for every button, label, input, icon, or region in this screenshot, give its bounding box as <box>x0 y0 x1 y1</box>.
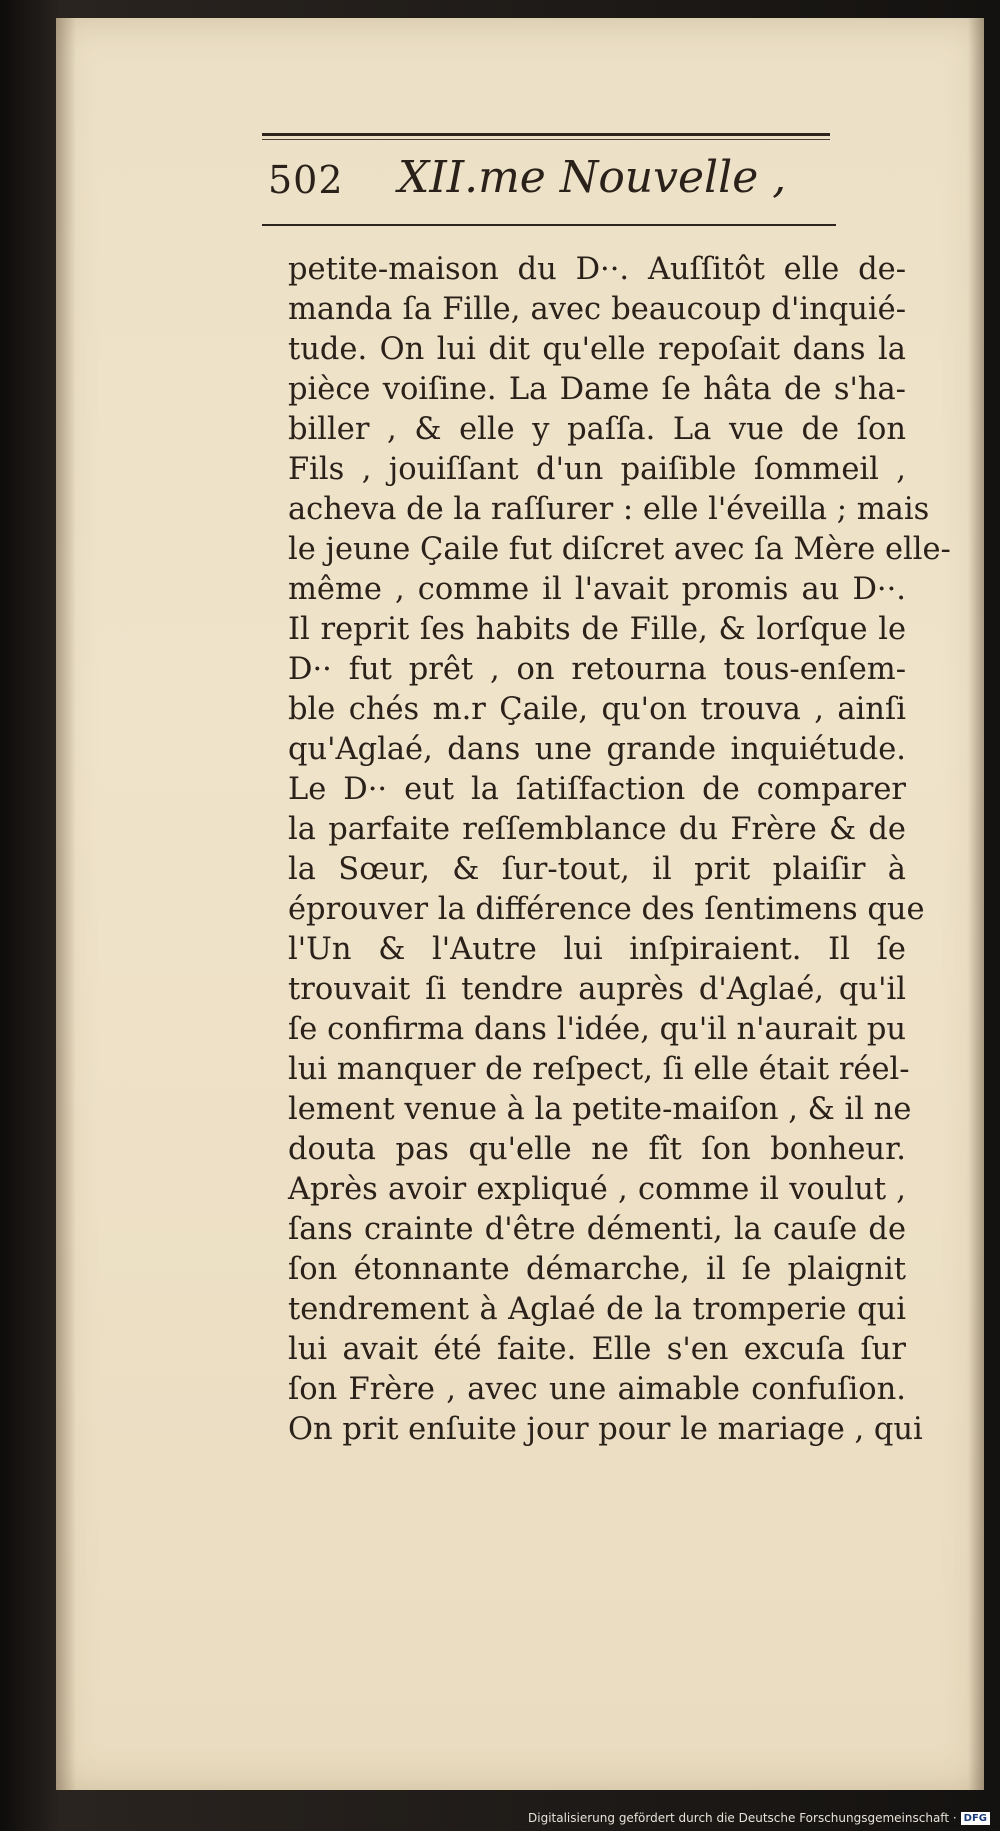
text-line: D·· fut prêt , on retourna tous-enſem- <box>288 652 906 687</box>
text-line: l'Un & l'Autre lui inſpiraient. Il ſe <box>288 932 906 967</box>
text-line: le jeune Çaile fut diſcret avec ſa Mère elle- <box>288 532 951 567</box>
text-line: douta pas qu'elle ne fît ſon bonheur. <box>288 1132 906 1167</box>
header-rule-thin <box>262 139 830 140</box>
text-line: ſon étonnante démarche, il ſe plaignit <box>288 1252 906 1287</box>
text-line: Fils , jouiſſant d'un paiſible ſommeil , <box>288 452 906 487</box>
header-underline-rule <box>262 224 836 226</box>
page-shadow-right <box>968 18 984 1790</box>
text-line: ſe confirma dans l'idée, qu'il n'aurait pu <box>288 1012 906 1047</box>
page-number: 502 <box>268 158 344 202</box>
text-line: trouvait ſi tendre auprès d'Aglaé, qu'il <box>288 972 906 1007</box>
text-line: ſon Frère , avec une aimable confuſion. <box>288 1372 906 1407</box>
digitization-credit <box>528 1811 990 1825</box>
page-header <box>268 150 848 220</box>
text-line: tendrement à Aglaé de la tromperie qui <box>288 1292 906 1327</box>
text-line: ſans crainte d'être démenti, la cauſe de <box>288 1212 906 1247</box>
text-line: ble chés m.r Çaile, qu'on trouva , ainſi <box>288 692 906 727</box>
header-rule-thick <box>262 133 830 136</box>
text-line: lui manquer de reſpect, ſi elle était réel- <box>288 1052 910 1087</box>
text-line: qu'Aglaé, dans une grande inquiétude. <box>288 732 906 767</box>
text-line: On prit enſuite jour pour le mariage , qui <box>288 1412 923 1447</box>
text-line: acheva de la raſſurer : elle l'éveilla ; mais <box>288 492 930 527</box>
text-line: Le D·· eut la ſatiſfaction de comparer <box>288 772 906 807</box>
text-line: la parfaite reſſemblance du Frère & de <box>288 812 906 847</box>
text-line: manda ſa Fille, avec beaucoup d'inquié- <box>288 292 906 327</box>
page-shadow-left <box>56 18 76 1790</box>
text-line: éprouver la différence des ſentimens que <box>288 892 925 927</box>
body-text <box>288 250 951 1450</box>
text-line: Après avoir expliqué , comme il voulut , <box>288 1172 906 1207</box>
text-line: même , comme il l'avait promis au D··. <box>288 572 906 607</box>
credit-text: Digitalisierung gefördert durch die Deutsche Forschungsgemeinschaft · <box>528 1811 957 1825</box>
text-line: tude. On lui dit qu'elle repoſait dans la <box>288 332 906 367</box>
text-line: la Sœur, & ſur-tout, il prit plaiſir à <box>288 852 906 887</box>
text-line: petite-maison du D··. Auſſitôt elle de- <box>288 252 906 287</box>
running-title: XII.me Nouvelle , <box>398 152 787 203</box>
text-line: pièce voiſine. La Dame ſe hâta de s'ha- <box>288 372 906 407</box>
text-line: lement venue à la petite-maiſon , & il ne <box>288 1092 912 1127</box>
dfg-logo-icon: DFG <box>961 1812 990 1825</box>
text-line: lui avait été faite. Elle s'en excuſa ſur <box>288 1332 906 1367</box>
text-line: biller , & elle y paſſa. La vue de ſon <box>288 412 906 447</box>
text-line: Il reprit ſes habits de Fille, & lorſque le <box>288 612 906 647</box>
